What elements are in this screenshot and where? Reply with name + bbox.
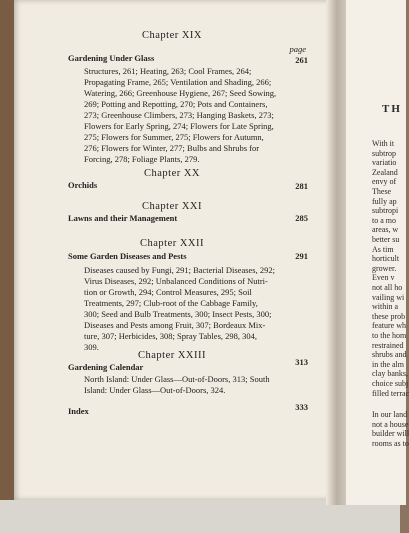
facing-page-line: better su [372, 235, 400, 244]
facing-page-line: restrained [372, 340, 404, 350]
contents-line: Diseases and Pests among Fruit, 307; Bordeaux Mix- [84, 320, 266, 330]
contents-line: tion or Growth, 294; Control Measures, 295; Soil [84, 287, 252, 297]
page-column-header: page [289, 44, 306, 54]
contents-page [14, 0, 330, 500]
page-number: 313 [295, 357, 308, 367]
contents-line: Forcing, 278; Foliage Plants, 279. [84, 154, 200, 164]
page-number: 281 [295, 181, 308, 191]
contents-line: Watering, 266; Greenhouse Hygiene, 267; Seed Sowing, [84, 88, 277, 98]
facing-page-line: Even v [372, 273, 395, 283]
facing-page-line: grower. [372, 263, 397, 273]
facing-page-line: Zealand [372, 167, 398, 177]
contents-line: Propagating Frame, 265; Ventilation and Shading, 266; [84, 77, 272, 87]
chapter-title: Orchids [68, 180, 98, 190]
chapter-title: Some Garden Diseases and Pests [68, 251, 187, 261]
contents-line: 309. [84, 342, 99, 352]
chapter-heading: Chapter XX [143, 168, 201, 179]
chapter-heading: Chapter XIX [141, 30, 203, 41]
contents-line: 276; Flowers for Winter, 277; Bulbs and Shrubs for [84, 143, 260, 153]
contents-line: 275; Flowers for Summer, 275; Flowers for Autumn, [84, 132, 264, 142]
page-number: 333 [295, 402, 308, 412]
contents-line: Diseases caused by Fungi, 291; Bacterial Diseases, 292; [84, 265, 275, 275]
facing-page-line: builder will [372, 429, 409, 439]
facing-page-line: With it [372, 139, 395, 148]
page-number: 285 [295, 213, 308, 223]
facing-page-line: In our land [372, 410, 408, 419]
facing-page-line: to the hom [372, 331, 407, 340]
facing-page-line: These [372, 187, 392, 196]
facing-page-line: filled terrac [372, 388, 409, 398]
facing-page-line: to a mo [372, 215, 396, 225]
chapter-heading: Chapter XXIII [137, 350, 207, 361]
contents-line: Virus Diseases, 292; Unbalanced Conditions of Nutri- [84, 276, 268, 286]
facing-page-line: horticult [372, 254, 400, 264]
contents-line: Structures, 261; Heating, 263; Cool Frames, 264; [84, 66, 252, 76]
contents-line: 300; Seed and Bulb Treatments, 300; Insect Pests, 300; [84, 309, 272, 319]
book-cover-edge [0, 0, 14, 500]
contents-line: Treatments, 297; Club-root of the Cabbage Family, [84, 298, 258, 308]
chapter-title: Index [68, 406, 89, 416]
chapter-heading: Chapter XXII [139, 238, 205, 249]
facing-page-line: subtrop [372, 148, 396, 158]
facing-page-line: As tim [372, 244, 394, 254]
chapter-contents [84, 66, 306, 165]
facing-page-line: fully ap [372, 196, 397, 206]
facing-page-line: clay banks, [372, 369, 408, 379]
facing-page-line: envy of [372, 177, 397, 187]
chapter-title: Lawns and their Management [68, 213, 178, 223]
chapter-title: Gardening Calendar [68, 362, 144, 372]
facing-page-line: shrubs and [372, 350, 407, 360]
contents-line: North Island: Under Glass—Out-of-Doors, 313; South [84, 374, 270, 384]
facing-page-line: variatio [372, 158, 397, 168]
facing-page-line: not all ho [372, 283, 403, 292]
chapter-contents [84, 265, 306, 353]
facing-page-line: feature wh [372, 321, 406, 331]
facing-page-line: within a [372, 302, 398, 312]
facing-page-line: subtropi [372, 206, 399, 216]
contents-line: ture, 307; Herbicides, 308; Spray Tables, 298, 304, [84, 331, 257, 341]
facing-page-line: these prob [372, 311, 406, 321]
facing-page-line: choice subj [372, 379, 409, 388]
page-number: 261 [295, 55, 308, 65]
chapter-contents [84, 374, 306, 396]
contents-line: 273; Greenhouse Climbers, 273; Hanging Baskets, 273; [84, 110, 274, 120]
facing-page [346, 0, 409, 505]
chapter-heading: Chapter XXI [141, 201, 203, 212]
contents-line: Island: Under Glass—Out-of-Doors, 324. [84, 385, 226, 395]
facing-page-line: vailing wi [372, 292, 405, 302]
chapter-title: Gardening Under Glass [68, 53, 155, 63]
contents-line: 269; Potting and Repotting, 270; Pots and Containers, [84, 99, 268, 109]
contents-line: Flowers for Early Spring, 274; Flowers for Late Spring, [84, 121, 274, 131]
facing-page-line: areas, w [372, 225, 399, 235]
facing-page-line: not a house [372, 419, 409, 429]
facing-page-line: in the alm [372, 359, 404, 369]
facing-page-title: TH [382, 103, 402, 115]
facing-page-line: rooms as to [372, 438, 409, 448]
page-number: 291 [295, 251, 308, 261]
